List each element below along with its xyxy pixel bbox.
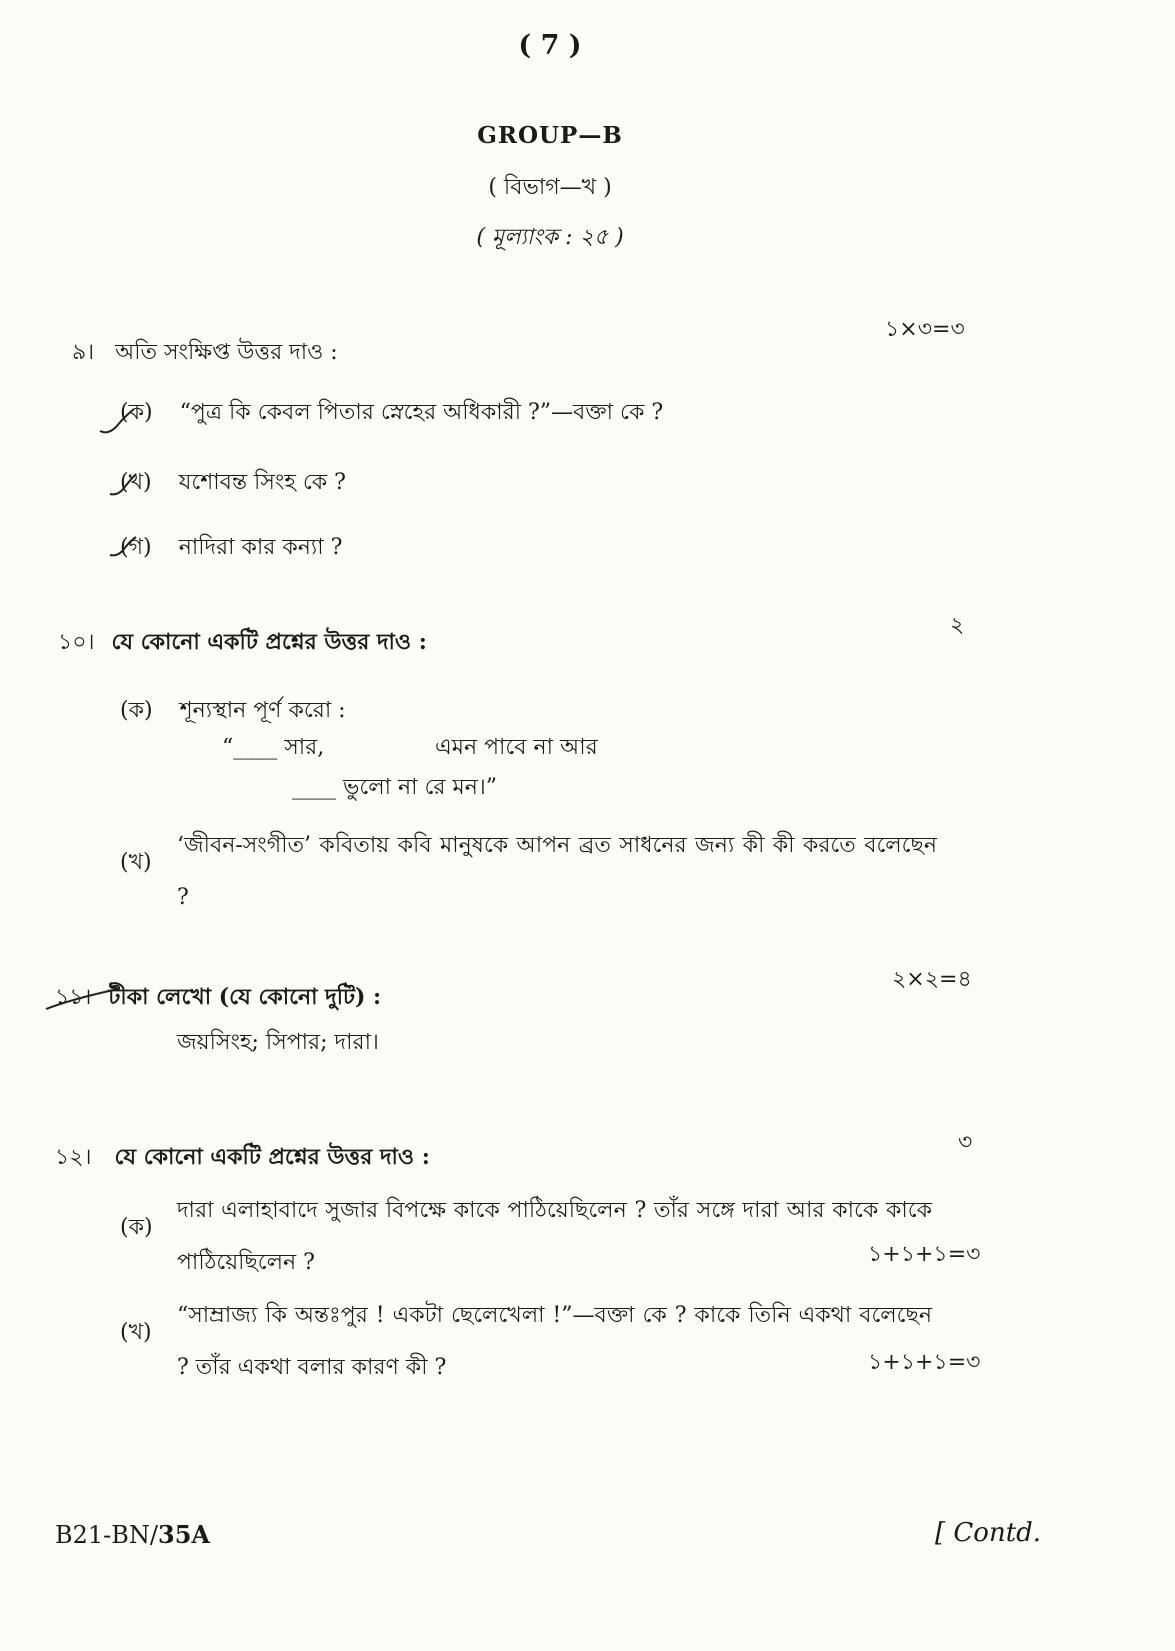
q10-item-b-label: (খ) (120, 850, 152, 875)
continued-label: [ Contd. (935, 1518, 1042, 1548)
q11-number: ১১। (55, 985, 92, 1010)
q10-text: যে কোনো একটি প্রশ্নের উত্তর দাও : (111, 629, 427, 655)
q12-item-b-text: “সাম্রাজ্য কি অন্তঃপুর ! একটা ছেলেখেলা !”—বক্তা কে ? কাকে তিনি একথা বলেছেন ? তাঁর একথা বলার কারণ কী ? (177, 1303, 932, 1380)
q9-item-a-text: “পুত্র কি কেবল পিতার স্নেহের অধিকারী ?”—বক্তা কে ? (179, 400, 664, 425)
q10-number: ১০। (58, 630, 95, 655)
group-subtitle: ( বিভাগ—খ ) (488, 175, 612, 200)
group-title: GROUP—B (477, 122, 623, 149)
q9-item-c (120, 530, 342, 567)
q9-text: অতি সংক্ষিপ্ত উত্তর দাও : (115, 340, 338, 365)
handwritten-tick-mark (108, 472, 138, 500)
q12-item-b-label: (খ) (120, 1320, 152, 1345)
q9-header (72, 335, 338, 372)
q9-item-a-label: (ক) (120, 400, 153, 425)
q9-item-a (120, 395, 663, 432)
q12-item-a-label: (ক) (120, 1215, 153, 1240)
q11-marks: ২×২=৪ (892, 967, 972, 992)
q12-number: ১২। (55, 1145, 92, 1170)
q12-item-a-marks: ১+১+১=৩ (868, 1242, 981, 1267)
q12-item-a-text: দারা এলাহাবাদে সুজার বিপক্ষে কাকে পাঠিয়েছিলেন ? তাঁর সঙ্গে দারা আর কাকে কাকে পাঠিয়েছিলেন ? (177, 1198, 932, 1275)
page-number: ( 7 ) (518, 30, 582, 61)
q9-marks: ১×৩=৩ (885, 317, 965, 342)
q10-item-b-text: ‘জীবন-সংগীত’ কবিতায় কবি মানুষকে আপন ব্রত সাধনের জন্য কী কী করতে বলেছেন ? (177, 833, 937, 910)
q11-text: টীকা লেখো (যে কোনো দুটি) : (108, 984, 382, 1010)
q10-header (58, 625, 427, 662)
handwritten-tick-mark (98, 405, 138, 437)
q9-item-c-text: নাদিরা কার কন্যা ? (178, 535, 343, 560)
q12-item-b-marks: ১+১+১=৩ (868, 1350, 981, 1375)
q11-list: জয়সিংহ; সিপার; দারা। (177, 1030, 379, 1055)
q9-item-b-label: (খ) (120, 470, 152, 495)
group-marks: ( মূল্যাংক : ২৫ ) (476, 225, 624, 250)
q10-item-a-label: (ক) (120, 698, 153, 723)
paper-code-suffix: 35A (158, 1520, 211, 1549)
q12-text: যে কোনো একটি প্রশ্নের উত্তর দাও : (114, 1144, 430, 1170)
q10-item-a-text: শূন্যস্থান পূর্ণ করো : (179, 698, 346, 723)
q10-verse-line1a: “____ সার, (222, 735, 325, 760)
q10-item-a (120, 693, 346, 730)
handwritten-strike-mark (42, 985, 122, 1015)
q10-marks: ২ (950, 613, 965, 638)
paper-code-prefix: B21-BN/ (55, 1521, 159, 1549)
handwritten-tick-mark (108, 535, 138, 563)
q10-verse-line2: ____ ভুলো না রে মন।” (292, 775, 497, 800)
q9-number: ৯। (72, 340, 95, 365)
q9-item-b (120, 465, 346, 502)
paper-code (55, 1520, 210, 1549)
q10-verse-line1b: এমন পাবে না আর (435, 735, 598, 760)
q9-item-b-text: যশোবন্ত সিংহ কে ? (178, 470, 346, 495)
q12-marks: ৩ (958, 1130, 973, 1155)
q9-item-c-label: (গ) (120, 535, 152, 560)
q12-header (55, 1140, 430, 1177)
